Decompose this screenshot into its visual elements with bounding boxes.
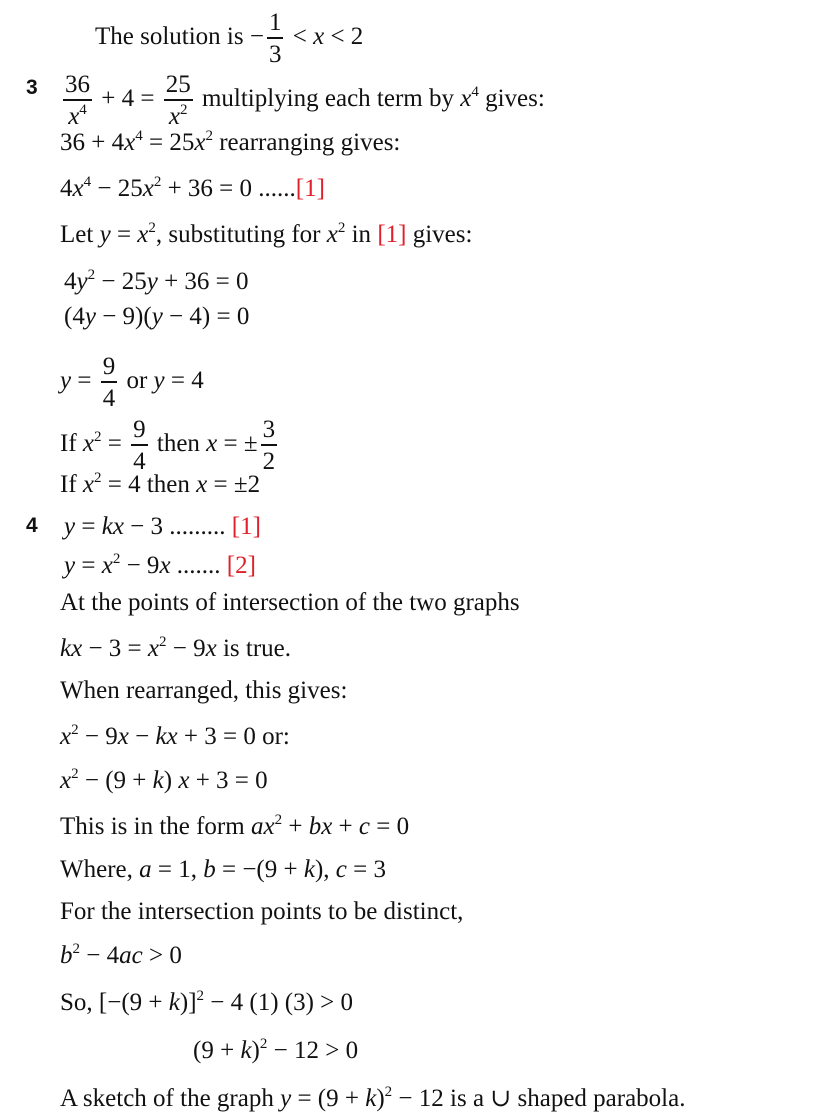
text: .......: [170, 552, 221, 579]
fraction: [63, 72, 92, 129]
text: − 4) = 0: [162, 303, 250, 330]
text: − 9: [120, 552, 160, 579]
variable: x: [178, 767, 190, 794]
variable: x: [142, 175, 154, 202]
text: − 12 > 0: [267, 1037, 359, 1064]
denominator: 3: [268, 41, 282, 68]
text: −: [128, 723, 156, 750]
variable: b: [60, 942, 73, 969]
text: ): [376, 1085, 385, 1112]
exponent: 2: [274, 812, 283, 828]
q4-line-1: [64, 512, 261, 542]
text: = −(9 +: [215, 856, 304, 883]
numerator: 3: [261, 417, 278, 446]
variable: x: [82, 471, 95, 498]
text: + 3 = 0: [189, 767, 268, 794]
variable: y: [151, 303, 163, 330]
text: (9 +: [193, 1037, 241, 1064]
text: − 25: [95, 268, 147, 295]
q4-line-5: When rearranged, this gives:: [60, 677, 348, 704]
exponent: 2: [159, 634, 167, 650]
variable: b: [203, 856, 216, 883]
variable: k: [152, 767, 164, 794]
equation-ref-1: [1]: [295, 175, 325, 202]
text: = ±2: [207, 471, 261, 498]
variable: kx: [60, 635, 83, 662]
q3-line-6: [64, 302, 249, 332]
text: This is in the form: [60, 813, 251, 840]
variable: k: [240, 1037, 252, 1064]
text: < 2: [324, 23, 364, 51]
text: =: [101, 430, 129, 458]
text: − 12 is a ∪ shaped parabola.: [392, 1085, 686, 1112]
exponent: 2: [196, 988, 205, 1004]
text: + 3 = 0 or:: [177, 723, 290, 750]
variable: k: [168, 989, 180, 1016]
numerator: 9: [131, 417, 148, 446]
text: <: [286, 23, 314, 51]
text: − 3 .........: [123, 513, 226, 540]
q4-line-11: [60, 941, 182, 971]
denominator: 2: [262, 448, 276, 475]
q3-line-1: [60, 72, 545, 129]
variable: x: [159, 552, 171, 579]
text: +: [332, 813, 359, 840]
q4-line-2: [64, 551, 256, 581]
variable: x: [168, 103, 180, 130]
text: in: [345, 221, 378, 248]
q4-line-9: [60, 855, 386, 885]
text: = 1,: [151, 856, 204, 883]
text: > 0: [142, 942, 182, 969]
q4-line-8: [60, 812, 409, 842]
minus-sign: −: [249, 23, 264, 51]
text: − (9 +: [78, 767, 153, 794]
variable: ax: [250, 813, 275, 840]
text: − 25: [91, 175, 143, 202]
exponent: 2: [180, 102, 188, 118]
text: rearranging gives:: [212, 129, 401, 156]
q3-line-7: [60, 354, 204, 411]
exponent: 2: [148, 220, 156, 236]
fraction: [164, 72, 193, 129]
variable: y: [84, 303, 96, 330]
exponent: 4: [135, 128, 143, 144]
variable: y: [64, 513, 76, 540]
variable: x: [194, 129, 206, 156]
variable: x: [326, 221, 338, 248]
text: +: [282, 813, 309, 840]
q3-line-9: [60, 470, 260, 500]
variable: x: [313, 23, 325, 51]
numerator: 36: [63, 72, 92, 101]
exponent: 2: [153, 174, 162, 190]
text: = ±: [217, 430, 258, 458]
q4-line-10: For the intersection points to be distinct,: [60, 898, 464, 925]
text: , substituting for: [155, 221, 327, 248]
q4-line-12: [60, 988, 353, 1018]
text: If: [60, 430, 83, 458]
text: ),: [314, 856, 336, 883]
text: =: [75, 552, 102, 579]
variable: y: [146, 268, 158, 295]
q4-line-14: [60, 1084, 685, 1114]
q3-line-8: [60, 417, 280, 474]
equation-ref-1: [1]: [377, 221, 407, 248]
exponent: 2: [112, 551, 121, 567]
text: is true.: [216, 635, 292, 662]
exponent: 2: [384, 1084, 393, 1100]
variable: y: [153, 367, 165, 395]
question-number-4: 4: [26, 514, 38, 537]
variable: x: [460, 85, 472, 113]
variable: bx: [308, 813, 333, 840]
text: + 36 = 0: [157, 268, 249, 295]
text: − 9: [78, 723, 118, 750]
variable: x: [196, 471, 208, 498]
denominator: 4: [102, 385, 116, 412]
text: multiplying each term by: [195, 85, 461, 113]
text: + 4 =: [95, 85, 161, 113]
variable: y: [99, 221, 111, 248]
variable: x: [101, 552, 113, 579]
text: = 25: [142, 129, 195, 156]
denominator: [164, 101, 193, 129]
text: ): [163, 767, 179, 794]
text: 36 + 4: [60, 129, 125, 156]
exponent: 4: [83, 174, 92, 190]
text: ): [251, 1037, 260, 1064]
variable: x: [60, 723, 72, 750]
text: = (9 +: [291, 1085, 366, 1112]
exponent: 2: [337, 220, 346, 236]
text: A sketch of the graph: [60, 1085, 281, 1112]
text: = 4 then: [101, 471, 197, 498]
exponent: 2: [94, 429, 102, 446]
text: Let: [60, 221, 100, 248]
text: − 3 =: [82, 635, 148, 662]
variable: k: [303, 856, 315, 883]
text: gives:: [478, 85, 545, 113]
text: )]: [179, 989, 197, 1016]
denominator: [63, 101, 92, 129]
exponent: 2: [71, 766, 79, 782]
text: − 9)(: [95, 303, 152, 330]
variable: y: [280, 1085, 292, 1112]
variable: c: [335, 856, 347, 883]
q3-line-5: [64, 267, 249, 297]
variable: y: [64, 552, 76, 579]
variable: y: [60, 367, 72, 395]
text: =: [110, 221, 138, 248]
fraction: [261, 417, 278, 474]
equation-ref-2: [2]: [226, 552, 256, 579]
q3-line-3: [60, 174, 325, 204]
text: = 3: [346, 856, 387, 883]
text: =: [71, 367, 98, 395]
q4-line-4: [60, 634, 291, 664]
variable: x: [124, 129, 136, 156]
denominator: 4: [133, 448, 146, 475]
solution-statement: [95, 10, 363, 67]
q4-line-7: [60, 766, 268, 796]
fraction: [131, 417, 148, 474]
numerator: 9: [101, 354, 118, 383]
text: 4: [64, 268, 77, 295]
exponent: 2: [72, 941, 80, 957]
q4-line-6: [60, 722, 290, 752]
variable: x: [205, 635, 217, 662]
fraction-one-third: [267, 10, 284, 67]
text: = 4: [164, 367, 204, 395]
text: So, [−(9 +: [60, 989, 169, 1016]
equation-ref-1: [1]: [231, 513, 261, 540]
variable: x: [117, 723, 129, 750]
text: − 4 (1) (3) > 0: [204, 989, 354, 1016]
text: + 36 = 0 ......: [161, 175, 296, 202]
q3-line-2: [60, 128, 400, 158]
variable: kx: [101, 513, 124, 540]
text: The solution is: [95, 23, 250, 51]
exponent: 2: [94, 470, 102, 486]
exponent: 2: [259, 1036, 268, 1052]
text: = 0: [370, 813, 410, 840]
exponent: 2: [87, 267, 96, 283]
variable: x: [82, 430, 95, 458]
variable: ac: [119, 942, 143, 969]
variable: c: [358, 813, 371, 840]
variable: x: [60, 767, 72, 794]
text: gives:: [406, 221, 473, 248]
question-number-3: 3: [26, 76, 38, 99]
text: Where,: [60, 856, 140, 883]
variable: x: [68, 103, 80, 130]
variable: x: [206, 430, 218, 458]
q4-line-13: [193, 1036, 358, 1066]
exponent: 2: [71, 722, 79, 738]
exponent: 2: [205, 128, 213, 144]
text: (4: [64, 303, 85, 330]
variable: x: [72, 175, 84, 202]
variable: x: [147, 635, 160, 662]
variable: y: [76, 268, 88, 295]
fraction: [101, 354, 118, 411]
numerator: 1: [267, 10, 284, 39]
text: − 9: [166, 635, 206, 662]
variable: x: [137, 221, 149, 248]
variable: a: [139, 856, 152, 883]
q3-line-4: [60, 220, 472, 250]
variable: kx: [155, 723, 178, 750]
text: 4: [60, 175, 73, 202]
variable: k: [365, 1085, 377, 1112]
exponent: 4: [79, 102, 87, 118]
exponent: 4: [471, 84, 479, 101]
text: − 4: [80, 942, 120, 969]
text: If: [60, 471, 83, 498]
text: =: [75, 513, 102, 540]
text: then: [150, 430, 207, 458]
text: or: [120, 367, 154, 395]
numerator: 25: [164, 72, 193, 101]
q4-line-3: At the points of intersection of the two graphs: [60, 589, 520, 616]
